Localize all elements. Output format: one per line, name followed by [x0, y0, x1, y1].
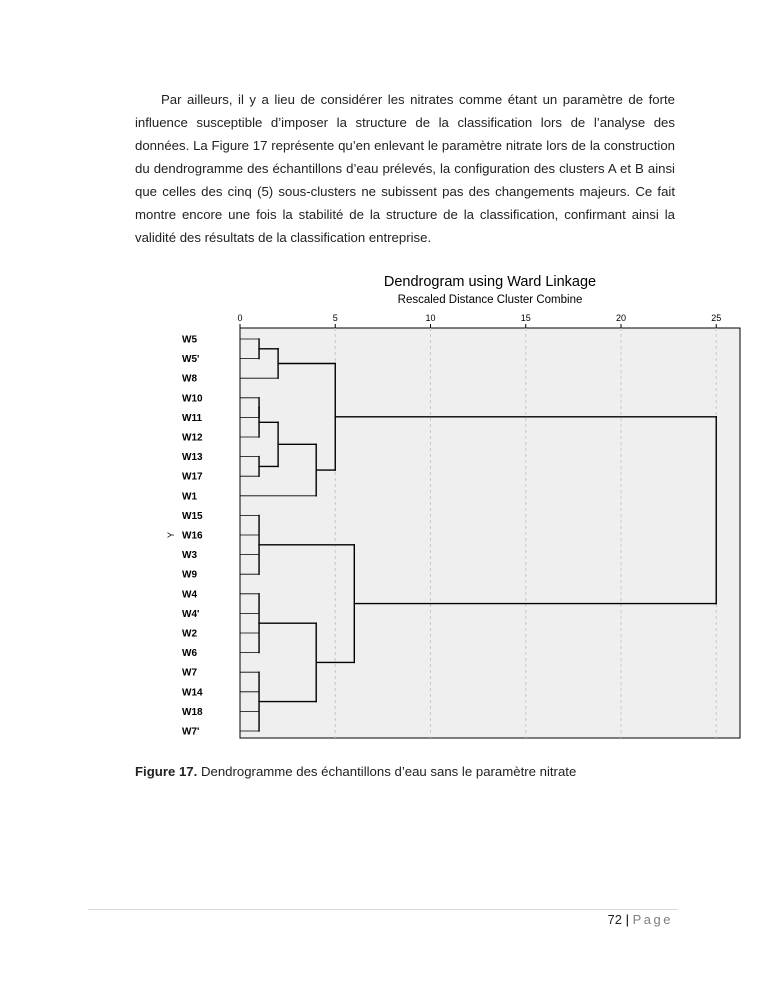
chart-title: Dendrogram using Ward Linkage [383, 274, 597, 290]
leaf-label: W16 [182, 530, 203, 542]
leaf-label: W9 [182, 569, 197, 581]
tick-label: 10 [425, 313, 436, 323]
page-footer [608, 912, 673, 927]
leaf-label: W15 [182, 510, 203, 522]
leaf-label: W4' [182, 608, 200, 620]
page-word: Page [632, 912, 673, 927]
figure-caption [135, 764, 675, 779]
leaf-label: W7' [182, 726, 200, 738]
tick-label: 20 [615, 313, 627, 323]
page-number: 72 [607, 912, 622, 927]
footer-rule [88, 909, 678, 910]
leaf-label: W6 [182, 648, 197, 660]
footer-separator: | [625, 912, 629, 927]
leaf-label: W8 [182, 373, 197, 385]
leaf-label: W3 [182, 550, 197, 562]
leaf-label: W4 [182, 589, 197, 601]
plot-area [240, 328, 740, 738]
leaf-label: W13 [182, 452, 203, 464]
body-paragraph: Par ailleurs, il y a lieu de considérer les nitrates comme étant un paramètre de forte influence susceptible d’imposer la structure de la classification lors de l’analyse des données. La Figure 17 représente qu’en enlevant le paramètre nitrate lors de la construction du dendrogramme des échantillons d’eau prélevés, la configuration des clusters A et B ainsi que celles des cinq (5) sous-clusters ne subissent pas des changements majeurs. Ce fait montre encore une fois la stabilité de la structure de la classification, confirmant ainsi la validité des résultats de la classification entreprise. [135, 92, 675, 245]
leaf-label: W5 [182, 334, 197, 346]
leaf-label: W14 [182, 687, 203, 699]
tick-label: 15 [520, 313, 531, 323]
chart-subtitle: Rescaled Distance Cluster Combine [397, 294, 583, 306]
tick-label: 25 [711, 313, 722, 323]
caption-text: Dendrogramme des échantillons d’eau sans le paramètre nitrate [197, 764, 577, 779]
leaf-label: W1 [182, 491, 197, 503]
tick-label: 5 [332, 313, 338, 323]
caption-label: Figure 17. [135, 764, 198, 779]
leaf-label: W12 [182, 432, 203, 444]
dendrogram-chart [160, 308, 760, 748]
leaf-label: W7 [182, 667, 197, 679]
leaf-label: W17 [182, 471, 203, 483]
leaf-label: W5' [182, 354, 200, 366]
leaf-label: W11 [182, 412, 203, 424]
leaf-label: W10 [182, 393, 203, 405]
y-axis-label: Y [166, 531, 176, 538]
leaf-label: W18 [182, 706, 203, 718]
tick-label: 0 [237, 313, 243, 323]
leaf-label: W2 [182, 628, 197, 640]
